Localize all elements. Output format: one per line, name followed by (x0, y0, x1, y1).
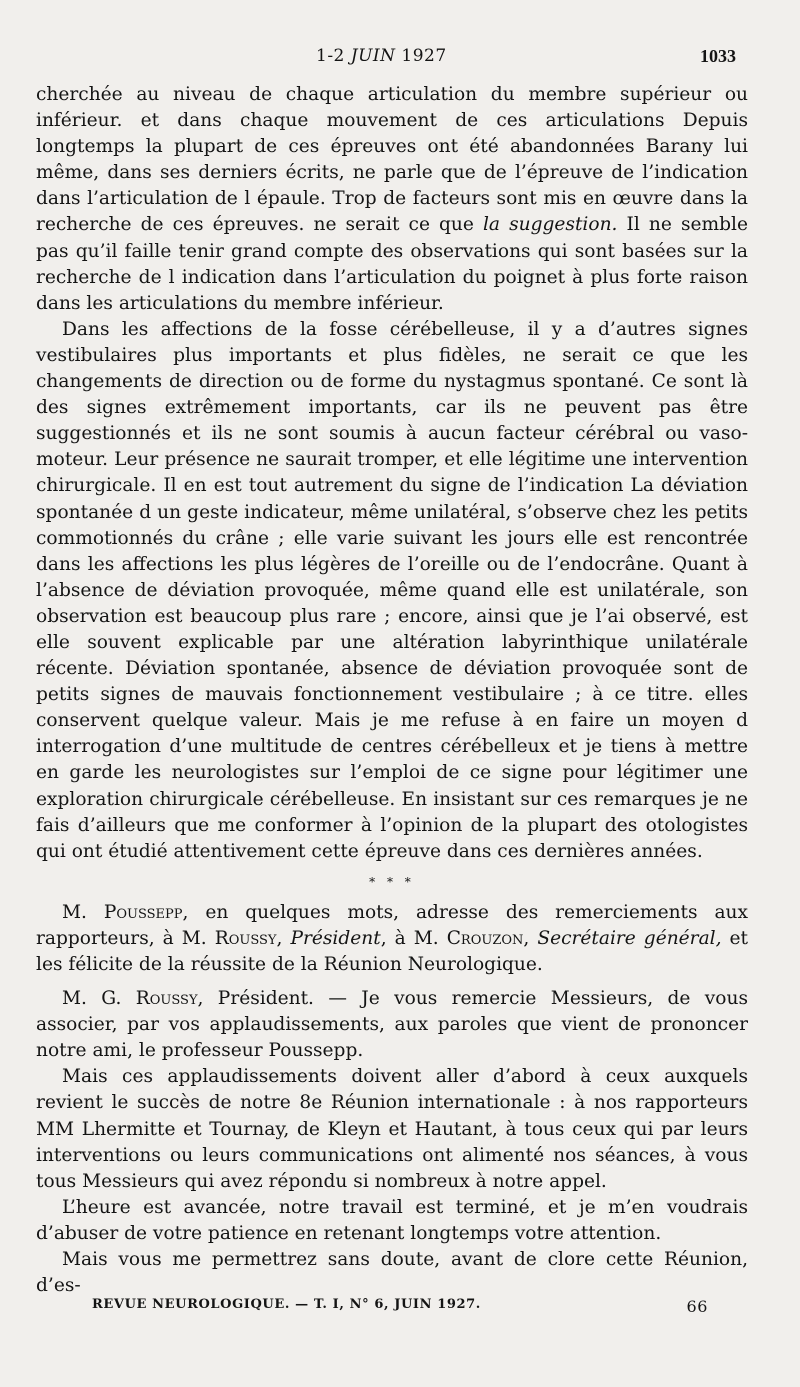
roussy-paragraph (36, 986, 748, 1064)
header-date-year: 1927 (395, 46, 447, 66)
header-date (316, 46, 447, 66)
roussy-m: M. G. (62, 988, 136, 1010)
section-separator: * * * (369, 874, 415, 889)
poussepp-president: Président (290, 927, 381, 949)
poussepp-t4: , (523, 927, 538, 949)
poussepp-roussy: Roussy (214, 927, 277, 949)
closing-paragraph-2: L’heure est avancée, notre travail est terminé, et je m’en voudrais d’abuser de votre patience en retenant longtemps votre attention. (36, 1196, 748, 1244)
poussepp-t3: , à M. (380, 927, 447, 949)
paragraph-1 (36, 82, 748, 317)
running-footer (92, 1297, 708, 1319)
footer-sheet-number: 66 (686, 1297, 708, 1316)
header-date-month: JUIN (350, 46, 396, 66)
roussy-t1: , Président. — Je vous remercie Messieurs, de vous associer, par vos applaudissements, aux paroles que vient de prononcer notre ami, le professeur Poussepp. (36, 988, 748, 1062)
poussepp-m: M. (62, 901, 104, 923)
poussepp-t2: , (276, 927, 291, 949)
poussepp-secretaire: Secrétaire général, (537, 927, 722, 949)
paragraph-1-tail: Il ne semble pas qu’il faille tenir grand compte des observations qui sont basées sur la recherche de l indication dans l’articulation du poignet à plus forte raison dans les articulations du membre inférieur. (36, 214, 748, 314)
poussepp-paragraph (36, 900, 748, 978)
poussepp-t5: et les félicite de la réussite de la Réunion Neurologique. (36, 927, 749, 975)
paragraph-1-italic: la suggestion. (482, 214, 618, 236)
paragraph-1-text: cherchée au niveau de chaque articulation du membre supérieur ou inférieur. et dans chaque mouvement de ces articulations Depuis longtemps la plupart de ces épreuves ont été abandonnées Barany lui même, dans ses derniers écrits, ne parle que de l’épreuve de l’indication dans l’articulation de l épaule. Trop de facteurs sont mis en œuvre dans la recherche de ces épreuves. ne serait ce que (36, 84, 748, 236)
poussepp-t1: , en quelques mots, adresse des remerciements aux rapporteurs, à M. (36, 901, 748, 949)
paragraph-2: Dans les affections de la fosse cérébelleuse, il y a d’autres signes vestibulaires plus importants et plus fidèles, ne serait ce que les changements de direction ou de forme du nystagmus spontané. Ce sont là des signes extrêmement importants, car ils ne peuvent pas être suggestionnés et ils ne sont soumis à aucun facteur cérébral ou vaso-moteur. Leur présence ne saurait tromper, et elle légitime une intervention chirurgicale. Il en est tout autrement du signe de l’indication La déviation spontanée d un geste indicateur, même unilatéral, s’observe chez les petits commotionnés du crâne ; elle varie suivant les jours elle est rencontrée dans les affections les plus légères de l’oreille ou de l’endocrâne. Quant à l’absence de déviation provoquée, même quand elle est unilatérale, son observation est beaucoup plus rare ; encore, ainsi que je l’ai observé, est elle souvent explicable par une altération labyrinthique unilatérale récente. Déviation spontanée, absence de déviation provoquée sont de petits signes de mauvais fonctionnement vestibulaire ; à ce titre. elles conservent quelque valeur. Mais je me refuse à en faire un moyen d interrogation d’une multitude de centres cérébelleux et je tiens à mettre en garde les neurologistes sur l’emploi de ce signe pour légitimer une exploration chirurgicale cérébelleuse. En insistant sur ces remarques je ne fais d’ailleurs que me conformer à l’opinion de la plupart des otologistes qui ont étudié attentivement cette épreuve dans ces dernières années. (36, 318, 748, 862)
body-text (36, 82, 748, 1299)
poussepp-name: Poussepp (103, 901, 183, 923)
poussepp-crouzon: Crouzon (446, 927, 524, 949)
page-number: 1033 (700, 46, 736, 66)
header-date-prefix: 1-2 (316, 46, 351, 66)
roussy-name: Roussy (135, 988, 198, 1010)
footer-journal: REVUE NEUROLOGIQUE. — T. I, N° 6, JUIN 1927. (92, 1297, 481, 1312)
running-header (36, 46, 736, 74)
closing-paragraph-1: Mais ces applaudissements doivent aller d’abord à ceux auxquels revient le succès de notre 8e Réunion internationale : à nos rapporteurs MM Lhermitte et Tournay, de Kleyn et Hautant, à tous ceux qui par leurs interventions ou leurs communications ont alimenté nos séances, à vous tous Messieurs qui avez répondu si nombreux à notre appel. (36, 1066, 748, 1192)
closing-paragraph-3: Mais vous me permettrez sans doute, avant de clore cette Réunion, d’es- (36, 1249, 748, 1297)
